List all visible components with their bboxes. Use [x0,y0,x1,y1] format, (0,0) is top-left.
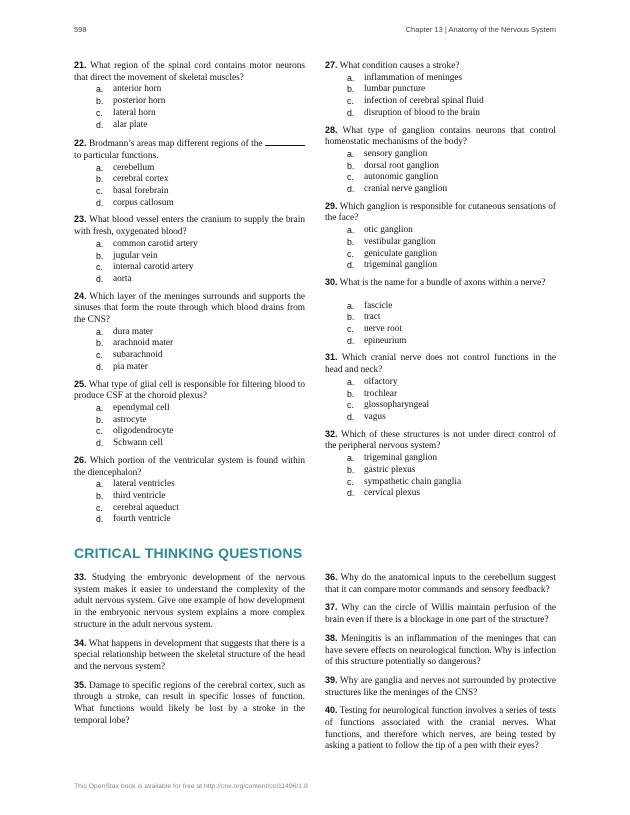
answer-options [74,403,305,450]
answer-option: a. inflammation of meninges [347,72,463,83]
answer-option: d. alar plate [96,119,148,130]
question-number: 36. [325,572,338,582]
answer-options [325,301,556,348]
answer-option: d. Schwann cell [96,438,163,449]
critical-question-38 [325,633,556,669]
answer-option: a. otic ganglion [347,225,413,236]
question-text: Which of these structures is not under direct control of the peripheral nervous system? [325,429,557,452]
answer-options [74,327,305,374]
question-text: What type of ganglion contains neurons that control homeostatic mechanisms of the body? [325,125,556,148]
answer-options [74,84,305,131]
critical-question-39 [325,675,556,699]
answer-option: c. basal forebrain [96,186,169,197]
question-number: 25. [74,378,87,389]
question-24 [74,291,305,374]
answer-option: a. ependymal cell [96,402,170,413]
fill-in-blank [265,136,305,146]
question-23 [74,214,305,285]
question-text: What happens in development that suggests that there is a special relationship between the skeletal structure of the head and the nervous system? [74,638,305,672]
question-21 [74,60,305,131]
question-text: What region of the spinal cord contains motor neurons that direct the movement of skeletal muscles? [74,61,306,83]
critical-column-right [325,572,556,759]
question-26 [74,455,305,526]
answer-option: c. lateral horn [96,107,156,118]
answer-options [325,377,556,424]
question-number: 29. [325,200,338,211]
answer-option: b. lumbar puncture [347,84,426,95]
question-text: Why are ganglia and nerves not surrounded by protective structures like the meninges of the CNS? [325,675,556,698]
answer-option: b. gastric plexus [347,464,416,475]
critical-question-33 [74,572,305,632]
question-number: 26. [74,454,87,465]
answer-option: c. internal carotid artery [96,262,194,273]
answer-option: a. trigeminal ganglion [347,453,438,464]
answer-option: b. third ventricle [96,490,166,501]
question-text: Brodmann’s areas map different regions of the [88,139,263,150]
question-number: 35. [74,679,87,690]
review-column-right [325,60,556,505]
question-31 [325,352,556,423]
answer-option: d. pia mater [96,361,148,372]
question-text: What blood vessel enters the cranium to supply the brain with fresh, oxygenated blood? [74,215,306,238]
answer-option: d. corpus callosum [96,197,174,208]
answer-option: c. infection of cerebral spinal fluid [347,96,484,107]
question-number: 23. [74,214,87,225]
page-number: 598 [74,25,87,34]
question-25 [74,379,305,450]
question-number: 34. [74,637,87,648]
critical-question-34 [74,638,305,674]
question-text: What is the name for a bundle of axons within a nerve? [339,277,546,288]
answer-option: a. cerebellum [96,162,155,173]
question-22 [74,136,305,209]
question-text: What condition causes a stroke? [339,61,460,71]
critical-column-left [74,572,305,733]
answer-option: d. cranial nerve ganglion [347,184,448,195]
critical-question-40 [325,705,556,753]
question-27 [325,60,556,120]
question-number: 28. [325,124,338,135]
question-text: Which ganglion is responsible for cutaneous sensations of the face? [325,201,557,224]
question-text: Which layer of the meninges surrounds and supports the sinuses that form the route through which blood drains from the CNS? [74,291,305,326]
question-text: Why do the anatomical inputs to the cerebellum suggest that it can compare motor commands and sensory feedback? [325,573,557,595]
question-number: 31. [325,352,338,363]
page-footer: This OpenStax book is available for free at http://cnx.org/content/col11496/1.8 [74,783,308,790]
answer-option: c. subarachnoid [96,350,163,361]
question-number: 32. [325,428,338,439]
answer-option: c. sympathetic chain ganglia [347,476,462,487]
question-number: 38. [325,632,338,643]
answer-options [325,149,556,196]
answer-option: b. jugular vein [96,250,158,261]
answer-options [325,225,556,272]
answer-option: c. geniculate ganglion [347,248,438,259]
question-number: 37. [325,602,338,613]
answer-option: a. anterior horn [96,84,162,95]
question-text: Meningitis is an inflammation of the meninges that can have severe effects on neurological function. Why is infection of this structure potentially so dangerous? [325,633,556,668]
question-number: 22. [74,138,87,149]
page-header [74,25,556,37]
question-text: Why can the circle of Willis maintain perfusion of the brain even if there is a blockage in one part of the structure? [325,603,556,626]
critical-question-36 [325,572,556,596]
answer-option: c. cerebral aqueduct [96,502,179,513]
answer-option: b. posterior horn [96,96,166,107]
answer-option: a. sensory ganglion [347,148,428,159]
question-number: 21. [74,60,87,70]
question-29 [325,201,556,272]
answer-option: a. common carotid artery [96,238,198,249]
answer-option: c. nerve root [347,324,402,335]
answer-option: a. dura mater [96,326,154,337]
answer-options [74,163,305,210]
section-heading: CRITICAL THINKING QUESTIONS [74,545,303,561]
question-number: 30. [325,276,338,287]
question-text-continued: to particular functions. [74,150,159,161]
question-text: Studying the embryonic development of the nervous system makes it easier to understand the complexity of the adult nervous system. Give one example of how development in the embryonic nervous system explains a more complex structure in the adult nervous system. [74,573,305,630]
question-number: 40. [325,705,338,716]
critical-question-37 [325,602,556,626]
question-text: Which portion of the ventricular system is found within the diencephalon? [74,455,305,478]
question-32 [325,429,556,500]
answer-option: b. cerebral cortex [96,174,169,185]
answer-option: d. fourth ventricle [96,514,171,525]
answer-option: b. trochlear [347,388,398,399]
answer-option: d. cervical plexus [347,488,421,499]
answer-option: b. vestibular ganglion [347,236,436,247]
answer-options [74,239,305,286]
answer-option: d. vagus [347,411,386,422]
answer-option: b. dorsal root ganglion [347,160,439,171]
question-number: 24. [74,290,87,301]
answer-option: c. oligodendrocyte [96,426,174,437]
answer-option: d. aorta [96,273,132,284]
answer-options [325,453,556,500]
answer-spacing [325,290,556,301]
answer-options [74,479,305,526]
answer-option: b. arachnoid mater [96,338,174,349]
question-text: Testing for neurological function involves a series of tests of functions associated with the cranial nerves. What functions, and therefore which nerves, are being tested by asking a patient to follow the tip of a pen with their eyes? [325,706,556,752]
answer-option: a. olfactory [347,376,398,387]
answer-option: b. tract [347,312,381,323]
answer-option: d. disruption of blood to the brain [347,107,480,118]
question-number: 33. [74,572,87,582]
answer-option: c. autonomic ganglion [347,172,439,183]
chapter-title: Chapter 13 | Anatomy of the Nervous System [405,25,556,34]
answer-option: b. astrocyte [96,414,147,425]
answer-option: c. glossopharyngeal [347,400,430,411]
critical-question-35 [74,680,305,728]
review-column-left [74,60,305,531]
answer-option: d. epineurium [347,335,407,346]
question-text: What type of glial cell is responsible for filtering blood to produce CSF at the choroid plexus? [74,379,305,402]
question-number: 39. [325,674,338,685]
answer-option: a. fascicle [347,300,393,311]
question-number: 27. [325,60,338,70]
answer-option: d. trigeminal ganglion [347,260,438,271]
answer-options [325,73,556,120]
answer-option: a. lateral ventricles [96,479,175,490]
question-text: Which cranial nerve does not control functions in the head and neck? [325,353,556,376]
question-30 [325,277,556,348]
question-28 [325,125,556,196]
question-text: Damage to specific regions of the cerebral cortex, such as through a stroke, can result in specific losses of function. What functions would likely be lost by a stroke in the temporal lobe? [74,680,305,726]
